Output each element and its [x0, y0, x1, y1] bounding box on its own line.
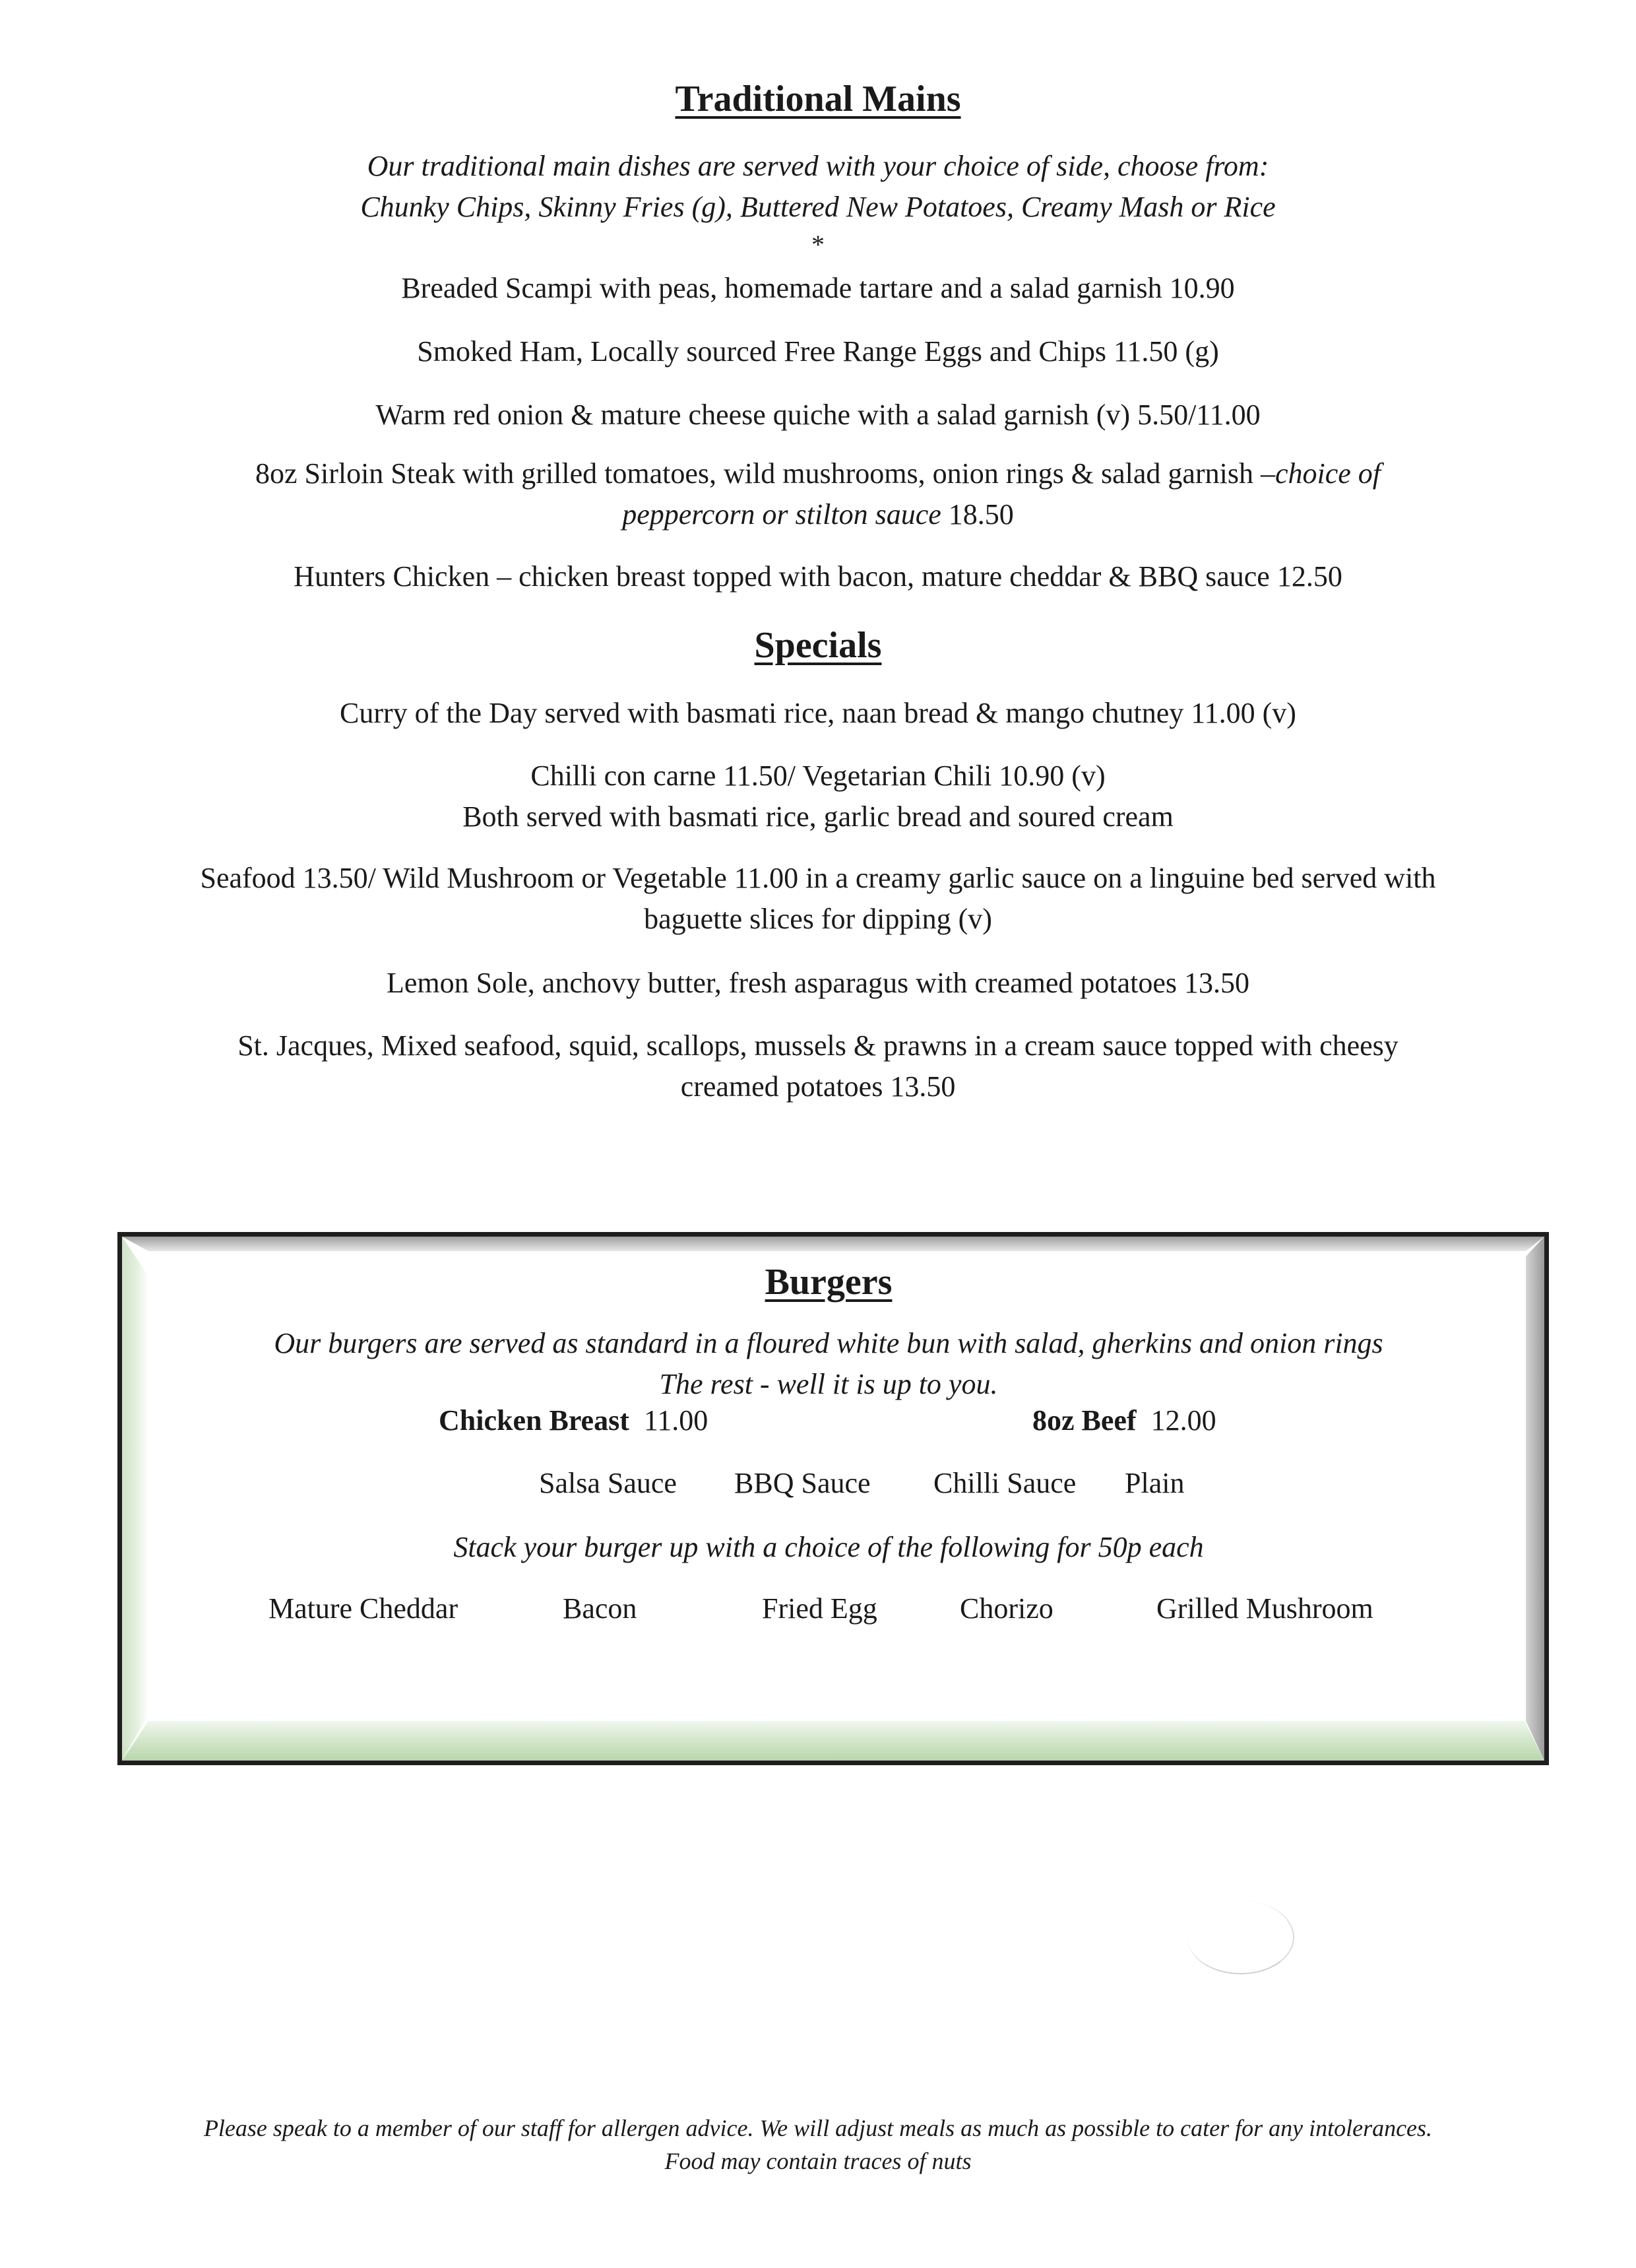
burgers-intro-line1: Our burgers are served as standard in a floured white bun with salad, gherkins and onion rings	[274, 1327, 1383, 1359]
special-seafood-line1: Seafood 13.50/ Wild Mushroom or Vegetable 11.00 in a creamy garlic sauce on a linguine bed served with	[200, 862, 1436, 894]
burgers-intro-line2: The rest - well it is up to you.	[659, 1368, 998, 1400]
menu-item-sirloin-steak	[99, 453, 1537, 535]
burgers-heading: Burgers	[765, 1262, 893, 1303]
traditional-mains-heading: Traditional Mains	[675, 79, 961, 119]
sauce-plain: Plain	[1125, 1467, 1185, 1499]
special-seafood-line2: baguette slices for dipping (v)	[644, 903, 992, 935]
burgers-box	[117, 1232, 1549, 1765]
burger-option-chicken	[439, 1404, 708, 1437]
separator-asterisk: *	[811, 230, 825, 259]
specials-heading: Specials	[754, 625, 882, 666]
burger-option-name: 8oz Beef	[1032, 1404, 1137, 1437]
menu-item-quiche: Warm red onion & mature cheese quiche with a salad garnish (v) 5.50/11.00	[375, 399, 1261, 431]
special-curry: Curry of the Day served with basmati rice, naan bread & mango chutney 11.00 (v)	[340, 697, 1296, 729]
topping-grilled-mushroom: Grilled Mushroom	[1156, 1592, 1373, 1625]
burgers-stack-line: Stack your burger up with a choice of the following for 50p each	[453, 1531, 1204, 1563]
scan-artifact	[1187, 1900, 1294, 1974]
burger-option-price: 12.00	[1150, 1404, 1216, 1437]
sauce-bbq: BBQ Sauce	[734, 1467, 871, 1499]
steak-price: 18.50	[941, 498, 1014, 531]
menu-item-hunters-chicken: Hunters Chicken – chicken breast topped with bacon, mature cheddar & BBQ sauce 12.50	[294, 560, 1342, 593]
topping-bacon: Bacon	[563, 1592, 637, 1625]
topping-chorizo: Chorizo	[960, 1592, 1054, 1625]
menu-item-smoked-ham: Smoked Ham, Locally sourced Free Range Eggs and Chips 11.50 (g)	[417, 335, 1219, 368]
box-bevel-bottom	[122, 1721, 1544, 1761]
special-st-jacques-line1: St. Jacques, Mixed seafood, squid, scallops, mussels & prawns in a cream sauce topped with cheesy	[237, 1029, 1399, 1062]
box-bevel-top	[122, 1237, 1544, 1251]
footer-allergen-line1: Please speak to a member of our staff for allergen advice. We will adjust meals as much as possible to cater for any intolerances.	[203, 2115, 1433, 2141]
sauce-salsa: Salsa Sauce	[539, 1467, 677, 1499]
box-bevel-right	[1526, 1237, 1544, 1761]
special-chilli-line2: Both served with basmati rice, garlic bread and soured cream	[462, 800, 1174, 833]
topping-fried-egg: Fried Egg	[762, 1592, 877, 1625]
special-chilli-line1: Chilli con carne 11.50/ Vegetarian Chili 10.90 (v)	[530, 760, 1106, 792]
burger-option-name: Chicken Breast	[439, 1404, 629, 1437]
sauce-chilli: Chilli Sauce	[933, 1467, 1077, 1499]
topping-mature-cheddar: Mature Cheddar	[268, 1592, 458, 1625]
steak-description: 8oz Sirloin Steak with grilled tomatoes, wild mushrooms, onion rings & salad garnish –	[255, 457, 1275, 490]
special-st-jacques-line2: creamed potatoes 13.50	[680, 1070, 956, 1103]
steak-sauce-options: peppercorn or stilton sauce	[622, 498, 941, 531]
box-bevel-left	[122, 1237, 148, 1761]
burger-option-price: 11.00	[643, 1404, 708, 1437]
footer-allergen-line2: Food may contain traces of nuts	[664, 2148, 972, 2174]
steak-sauce-choice: choice of	[1274, 457, 1381, 490]
menu-item-scampi: Breaded Scampi with peas, homemade tartare and a salad garnish 10.90	[401, 272, 1235, 304]
traditional-mains-intro-line2: Chunky Chips, Skinny Fries (g), Buttered New Potatoes, Creamy Mash or Rice	[360, 191, 1276, 223]
burger-option-beef	[1032, 1404, 1216, 1437]
special-lemon-sole: Lemon Sole, anchovy butter, fresh asparagus with creamed potatoes 13.50	[386, 967, 1250, 999]
traditional-mains-intro-line1: Our traditional main dishes are served with your choice of side, choose from:	[367, 150, 1269, 182]
